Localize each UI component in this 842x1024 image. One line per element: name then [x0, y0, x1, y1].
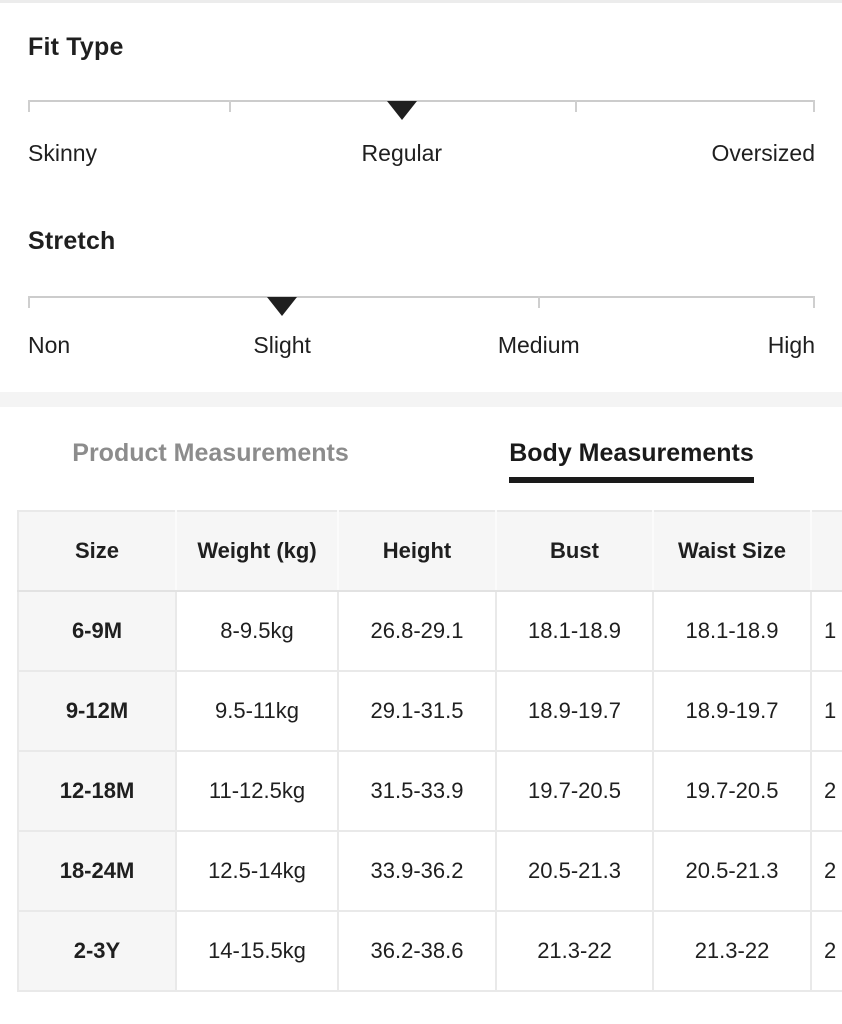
table-row — [18, 591, 842, 671]
table-cell: 1 — [811, 591, 842, 671]
table-cell: 21.3-22 — [496, 911, 653, 991]
table-cell: 19.7-20.5 — [653, 751, 811, 831]
slider-option-skinny: Skinny — [28, 140, 98, 166]
table-cell: 29.1-31.5 — [338, 671, 496, 751]
table-cell: 18.1-18.9 — [496, 591, 653, 671]
table-row — [18, 911, 842, 991]
table-cell: 12.5-14kg — [176, 831, 338, 911]
slider-tick — [813, 100, 815, 112]
table-cell: 21.3-22 — [653, 911, 811, 991]
slider-tick — [28, 100, 30, 112]
column-header — [811, 511, 842, 591]
table-cell: 8-9.5kg — [176, 591, 338, 671]
table-cell: 11-12.5kg — [176, 751, 338, 831]
size-cell: 9-12M — [18, 671, 176, 751]
tab-label: Product Measurements — [72, 439, 349, 467]
table-cell: 18.9-19.7 — [653, 671, 811, 751]
table-cell: 2 — [811, 911, 842, 991]
table-cell: 2 — [811, 831, 842, 911]
slider-option-regular: Regular — [361, 140, 443, 166]
table-cell: 14-15.5kg — [176, 911, 338, 991]
table-cell: 18.1-18.9 — [653, 591, 811, 671]
table-cell: 20.5-21.3 — [496, 831, 653, 911]
table-cell: 20.5-21.3 — [653, 831, 811, 911]
column-header: Weight (kg) — [176, 511, 338, 591]
stretch-labels — [28, 332, 815, 360]
table-cell: 26.8-29.1 — [338, 591, 496, 671]
tab-label: Body Measurements — [509, 439, 754, 483]
size-cell: 2-3Y — [18, 911, 176, 991]
slider-tick — [28, 296, 30, 308]
column-header: Height — [338, 511, 496, 591]
table-row — [18, 831, 842, 911]
slider-marker-icon — [267, 297, 297, 316]
table-cell: 2 — [811, 751, 842, 831]
column-header: Size — [18, 511, 176, 591]
stretch-slider — [28, 296, 815, 318]
table-cell: 1 — [811, 671, 842, 751]
slider-option-medium: Medium — [497, 332, 580, 358]
slider-option-high: High — [767, 332, 815, 358]
table-header-row — [18, 511, 842, 591]
measurement-tabs — [0, 431, 842, 491]
column-header: Bust — [496, 511, 653, 591]
table-row — [18, 671, 842, 751]
slider-option-non: Non — [28, 332, 71, 358]
tab-body-measurements[interactable] — [421, 431, 842, 491]
size-cell: 6-9M — [18, 591, 176, 671]
fit-type-slider — [28, 100, 815, 122]
slider-track — [28, 296, 815, 298]
slider-tick — [813, 296, 815, 308]
table-cell: 18.9-19.7 — [496, 671, 653, 751]
slider-option-oversized: Oversized — [711, 140, 815, 166]
size-cell: 18-24M — [18, 831, 176, 911]
table-cell: 31.5-33.9 — [338, 751, 496, 831]
stretch-title: Stretch — [28, 227, 116, 255]
table-row — [18, 751, 842, 831]
body-measurements-table — [17, 510, 842, 992]
column-header: Waist Size — [653, 511, 811, 591]
fit-type-labels — [28, 140, 815, 168]
fit-type-title: Fit Type — [28, 33, 124, 61]
tab-product-measurements[interactable] — [0, 431, 421, 491]
table-cell: 9.5-11kg — [176, 671, 338, 751]
section-divider — [0, 392, 842, 407]
slider-tick — [538, 296, 540, 308]
table-cell: 19.7-20.5 — [496, 751, 653, 831]
slider-option-slight: Slight — [253, 332, 311, 358]
slider-tick — [575, 100, 577, 112]
slider-tick — [229, 100, 231, 112]
table-cell: 36.2-38.6 — [338, 911, 496, 991]
slider-marker-icon — [387, 101, 417, 120]
table-cell: 33.9-36.2 — [338, 831, 496, 911]
size-table-wrap[interactable] — [17, 510, 842, 992]
slider-track — [28, 100, 815, 102]
size-cell: 12-18M — [18, 751, 176, 831]
